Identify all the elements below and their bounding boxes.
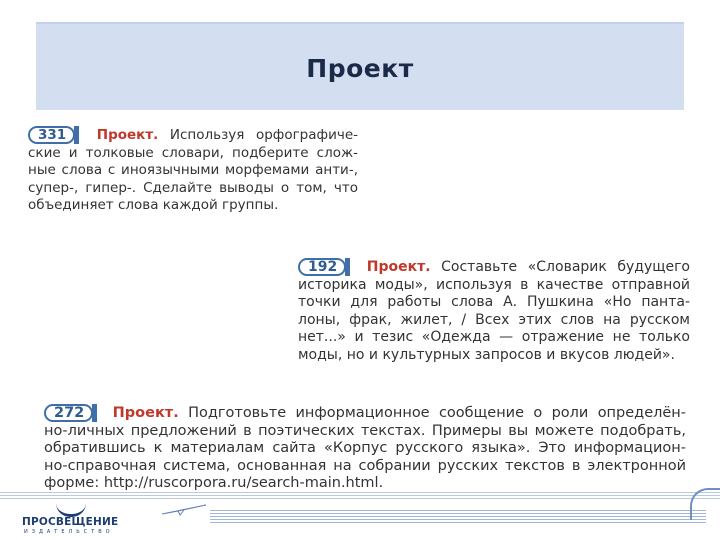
footer — [0, 488, 720, 540]
task-text-line: ские и толковые словари, подберите слож- — [28, 144, 358, 161]
task-number-badge: 272 — [44, 404, 93, 422]
task-text-line: лоны, фрак, жилет, / Всех этих слов на русском — [298, 311, 690, 328]
task-number-badge: 192 — [298, 258, 346, 276]
task-text-line: точки для работы слова А. Пушкина «Но панта- — [298, 294, 690, 310]
task-keyword: Проект. — [366, 259, 431, 275]
task-text-line: объединяет слова каждой группы. — [28, 197, 279, 213]
publisher-logo-icon — [56, 502, 86, 517]
task-text-line: Используя орфографиче- — [169, 127, 358, 143]
task-text-line: моды, но и культурных запросов и вкусов людей». — [298, 346, 675, 363]
task-text-line: но-личных предложений в поэтических текстах. Примеры вы можете подобрать, — [44, 422, 686, 439]
task-192 — [298, 258, 690, 364]
page-title: Проект — [306, 54, 414, 83]
task-text-line: форме: http://ruscorpora.ru/search-main.html. — [44, 475, 384, 491]
footer-decor-lines — [210, 510, 706, 524]
task-text-line: историка моды», используя в качестве отправной — [298, 276, 690, 293]
task-text-line: обратившись к материалам сайта «Корпус русского языка». Это информацион- — [44, 440, 686, 456]
footer-corner-decor — [690, 488, 720, 520]
task-text-line: нет...» и тезис «Одежда — отражение не только — [298, 329, 690, 345]
task-keyword: Проект. — [112, 405, 179, 421]
logo-text: ПРОСВЕЩЕНИЕ — [22, 516, 119, 528]
task-text-line: ные слова с иноязычными морфемами анти-, — [28, 162, 358, 178]
task-text-line: Составьте «Словарик будущего — [441, 259, 690, 275]
task-keyword: Проект. — [96, 127, 159, 143]
task-text-line: супер-, гипер-. Сделайте выводы о том, что — [28, 179, 358, 196]
logo-subtext: ИЗДАТЕЛЬСТВО — [24, 529, 114, 535]
task-331 — [28, 126, 358, 215]
paper-plane-icon — [160, 502, 210, 516]
title-banner — [36, 22, 684, 110]
footer-decor-lines — [0, 492, 720, 500]
task-number-badge: 331 — [28, 126, 75, 144]
task-text-line: Подготовьте информационное сообщение о роли определён- — [188, 405, 687, 421]
publisher-logo — [22, 502, 132, 536]
task-272 — [44, 404, 686, 493]
task-text-line: но-справочная система, основанная на собрании русских текстов в электронной — [44, 457, 686, 474]
